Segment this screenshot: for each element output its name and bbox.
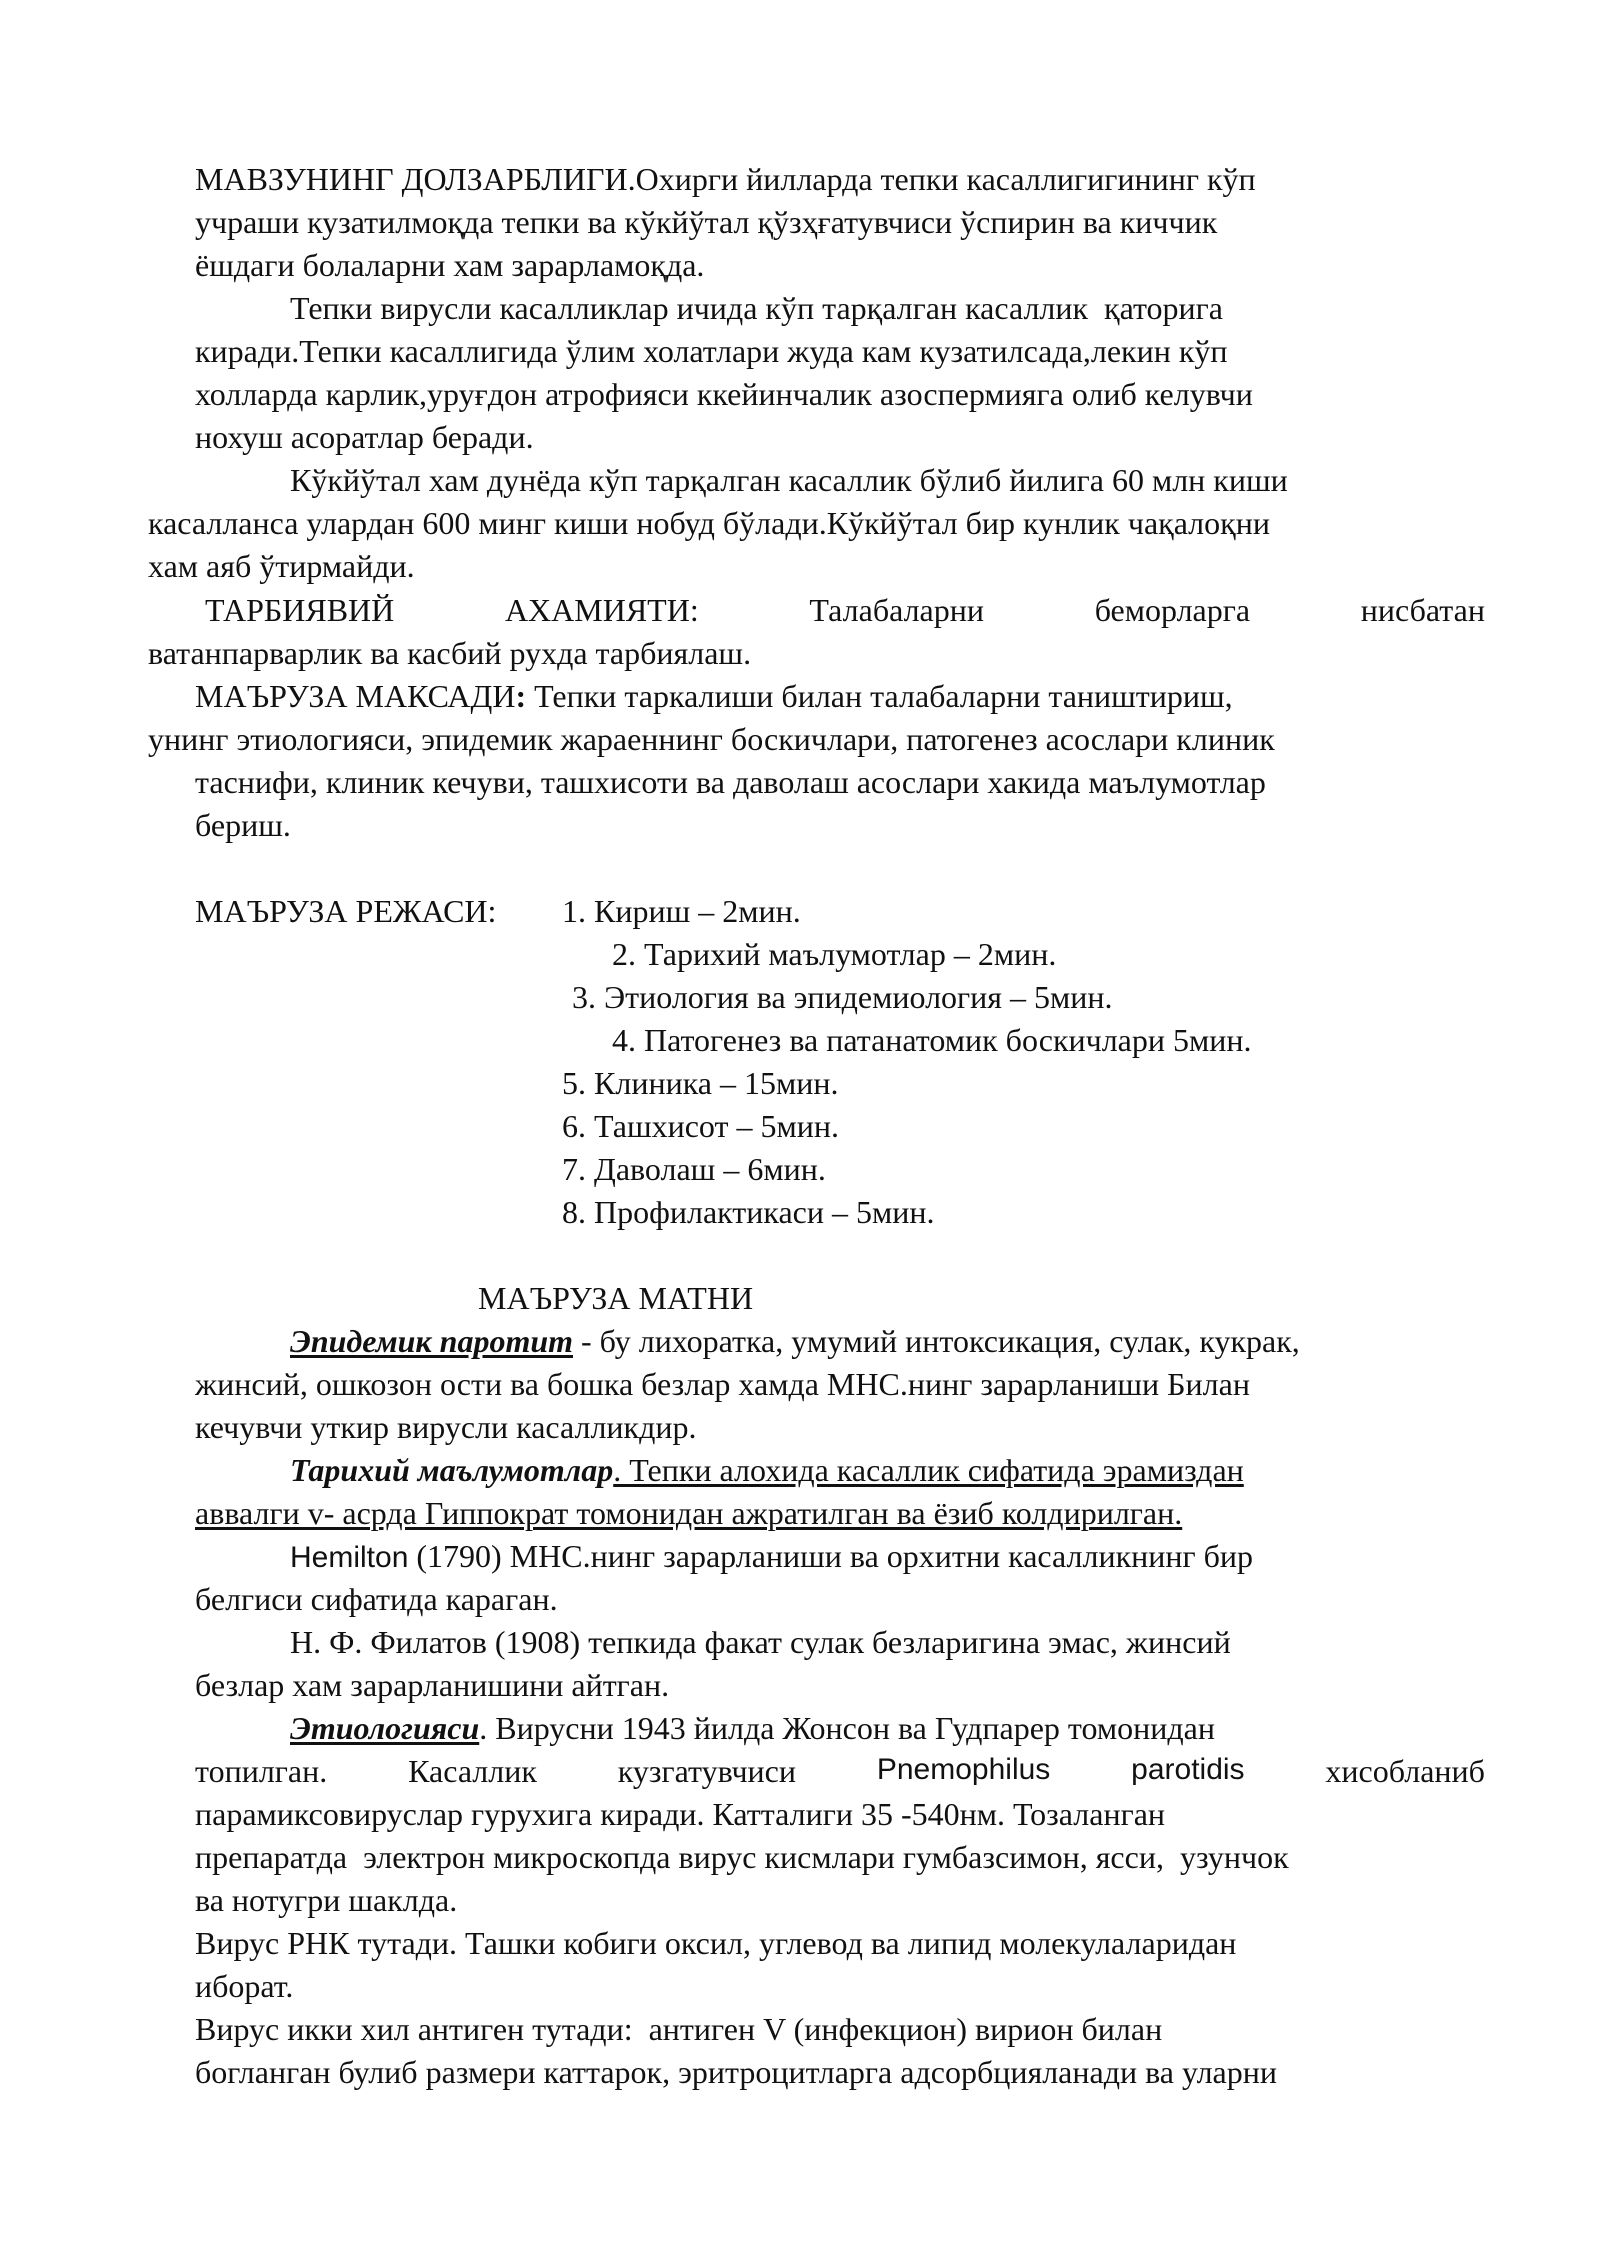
relevance-p3-line-2: касалланса улардан 600 минг киши нобуд бўлади.Кўкйўтал бир кунлик чақалоқни bbox=[148, 505, 1270, 541]
relevance-line-2: учраши кузатилмоқда тепки ва кўкйўтал қўзҳғатувчиси ўспирин ва киччик bbox=[195, 204, 1218, 240]
relevance-line-3: ёшдаги болаларни хам зарарламоқда. bbox=[195, 247, 705, 283]
lecture-text-title: МАЪРУЗА МАТНИ bbox=[478, 1280, 754, 1316]
rna-line-2: иборат. bbox=[195, 1968, 294, 2004]
etiology-line-3: парамиксовируслар гурухига киради. Катталиги 35 -540нм. Тозаланган bbox=[195, 1796, 1166, 1832]
plan-item: 2. Тарихий маълумотлар – 2мин. bbox=[612, 936, 1057, 972]
antigen-line-1: Вирус икки хил антиген тутади: антиген V (инфекцион) вирион билан bbox=[195, 2011, 1163, 2047]
hemilton-name: Hemilton bbox=[290, 1541, 409, 1574]
etiology-line-4: препаратда электрон микроскопда вирус кисмлари гумбазсимон, ясси, узунчок bbox=[195, 1839, 1289, 1875]
goal-line-2: унинг этиологияси, эпидемик жараеннинг боскичлари, патогенез асослари клиник bbox=[148, 721, 1275, 757]
educational-line-2: ватанпарварлик ва касбий рухда тарбиялаш. bbox=[148, 635, 752, 671]
goal-line-1: МАЪРУЗА МАКСАДИ: Тепки таркалиши билан талабаларни таништириш, bbox=[195, 678, 1233, 714]
plan-item: 4. Патогенез ва патанатомик боскичлари 5мин. bbox=[612, 1022, 1252, 1058]
goal-heading: МАЪРУЗА МАКСАДИ bbox=[195, 678, 516, 714]
educational-label-a: ТАРБИЯВИЙ bbox=[205, 592, 395, 628]
filatov-line-1: Н. Ф. Филатов (1908) тепкида факат сулак безларигина эмас, жинсий bbox=[290, 1624, 1231, 1660]
antigen-line-2: богланган булиб размери каттарок, эритроцитларга адсорбцияланади ва уларни bbox=[195, 2054, 1277, 2090]
history-line-1: Тарихий маълумотлар. Тепки алохида касаллик сифатида эрамиздан bbox=[290, 1452, 1244, 1488]
hemilton-line-2: белгиси сифатида караган. bbox=[195, 1581, 558, 1617]
plan-item: 5. Клиника – 15мин. bbox=[562, 1065, 839, 1101]
relevance-heading: МАВЗУНИНГ ДОЛЗАРБЛИГИ.Охирги йилларда тепки касаллигигининг кўп bbox=[195, 161, 1256, 197]
plan-item: 8. Профилактикаси – 5мин. bbox=[562, 1194, 935, 1230]
relevance-p2-line-3: холларда карлик,уруғдон атрофияси ккейинчалик азоспермияга олиб келувчи bbox=[195, 376, 1253, 412]
etiology-line-1: Этиологияси. Вирусни 1943 йилда Жонсон ва Гудпарер томонидан bbox=[290, 1710, 1215, 1746]
rna-line-1: Вирус РНК тутади. Ташки кобиги оксил, углевод ва липид молекулаларидан bbox=[195, 1925, 1237, 1961]
plan-item: 1. Кириш – 2мин. bbox=[562, 893, 801, 929]
relevance-p2-line-1: Тепки вирусли касалликлар ичида кўп тарқалган касаллик қаторига bbox=[290, 290, 1223, 326]
hemilton-line-1: Hemilton (1790) МНС.нинг зарарланиши ва орхитни касалликнинг бир bbox=[290, 1538, 1254, 1574]
relevance-p2-line-4: нохуш асоратлар беради. bbox=[195, 419, 534, 455]
educational-line-1: ТАРБИЯВИЙ АХАМИЯТИ: Талабаларни беморларга нисбатан bbox=[205, 592, 1485, 628]
mumps-line-2: жинсий, ошкозон ости ва бошка безлар хамда МНС.нинг зарарланиши Билан bbox=[195, 1366, 1250, 1402]
history-line-2: аввалги v- асрда Гиппократ томонидан ажратилган ва ёзиб колдирилган. bbox=[195, 1495, 1183, 1531]
mumps-line-1: Эпидемик паротит - бу лихоратка, умумий интоксикация, сулак, кукрак, bbox=[290, 1323, 1300, 1359]
plan-item: 7. Даволаш – 6мин. bbox=[562, 1151, 826, 1187]
educational-label-b: АХАМИЯТИ: bbox=[504, 592, 699, 628]
plan-item: 3. Этиология ва эпидемиология – 5мин. bbox=[572, 979, 1113, 1015]
mumps-line-3: кечувчи уткир вирусли касалликдир. bbox=[195, 1409, 697, 1445]
filatov-line-2: безлар хам зарарланишини айтган. bbox=[195, 1667, 670, 1703]
etiology-line-2: топилган. Касаллик кузгатувчиси Pnemophilus parotidis хисобланиб bbox=[195, 1753, 1485, 1789]
relevance-p3-line-3: хам аяб ўтирмайди. bbox=[148, 548, 415, 584]
relevance-p3-line-1: Кўкйўтал хам дунёда кўп тарқалган касаллик бўлиб йилига 60 млн киши bbox=[290, 462, 1288, 498]
relevance-p2-line-2: киради.Тепки касаллигида ўлим холатлари жуда кам кузатилсада,лекин кўп bbox=[195, 333, 1228, 369]
relevance-line-1 bbox=[195, 163, 1485, 195]
plan-item: 6. Ташхисот – 5мин. bbox=[562, 1108, 839, 1144]
goal-line-3: таснифи, клиник кечуви, ташхисоти ва даволаш асослари хакида маълумотлар bbox=[195, 764, 1266, 800]
history-term: Тарихий маълумотлар bbox=[290, 1452, 614, 1488]
etiology-term: Этиологияси bbox=[290, 1710, 480, 1746]
goal-line-4: бериш. bbox=[195, 807, 291, 843]
plan-label: МАЪРУЗА РЕЖАСИ: bbox=[195, 893, 497, 929]
etiology-line-5: ва нотугри шаклда. bbox=[195, 1882, 458, 1918]
mumps-term: Эпидемик паротит bbox=[290, 1323, 574, 1359]
